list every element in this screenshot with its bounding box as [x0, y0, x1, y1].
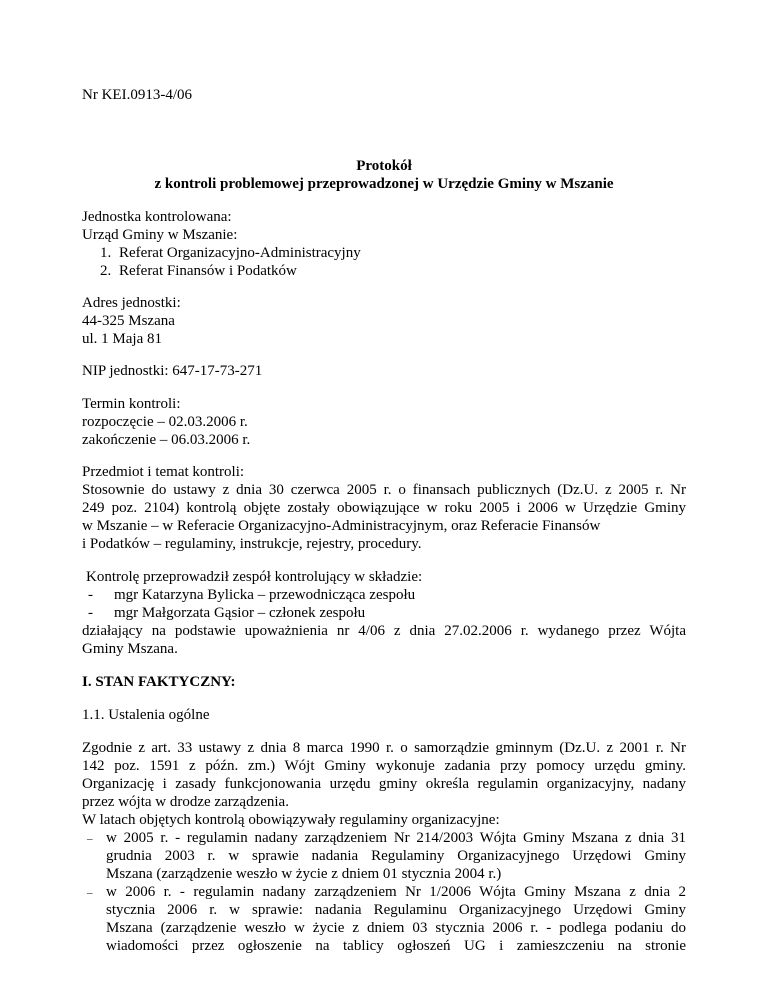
section-heading: I. STAN FAKTYCZNY:	[82, 674, 236, 690]
department-item: Referat Finansów i Podatków	[119, 263, 297, 279]
team-member: mgr Katarzyna Bylicka – przewodnicząca zespołu	[114, 587, 416, 603]
bullet-line: grudnia 2003 r. w sprawie nadania Regulaminy Organizacyjnego Urzędowi Gminy	[106, 848, 686, 864]
department-number: 1.	[100, 245, 112, 261]
bullet-mark: –	[87, 887, 93, 899]
bullet-line: Mszana (zarządzenie weszło w życie z dniem 01 stycznia 2004 r.)	[106, 866, 502, 882]
address-line: ul. 1 Maja 81	[82, 331, 162, 347]
subject-line: w Mszanie – w Referacie Organizacyjno-Administracyjnym, oraz Referacie Finansów	[82, 518, 601, 534]
term-start: rozpoczęcie – 02.03.2006 r.	[82, 414, 248, 430]
unit-name: Urząd Gminy w Mszanie:	[82, 227, 238, 243]
team-basis: Gminy Mszana.	[82, 641, 178, 657]
department-number: 2.	[100, 263, 112, 279]
team-member-dash: -	[88, 587, 93, 603]
subsection-heading: 1.1. Ustalenia ogólne	[82, 707, 210, 723]
team-member-dash: -	[88, 605, 93, 621]
bullet-line: w 2005 r. - regulamin nadany zarządzeniem Nr 214/2003 Wójta Gminy Mszana z dnia 31	[106, 830, 686, 846]
team-basis: działający na podstawie upoważnienia nr 4/06 z dnia 27.02.2006 r. wydanego przez Wójta	[82, 623, 686, 639]
team-member: mgr Małgorzata Gąsior – członek zespołu	[114, 605, 366, 621]
paragraph-line: Zgodnie z art. 33 ustawy z dnia 8 marca 1990 r. o samorządzie gminnym (Dz.U. z 2001 r. Nr	[82, 740, 686, 756]
bullet-line: w 2006 r. - regulamin nadany zarządzeniem Nr 1/2006 Wójta Gminy Mszana z dnia 2	[106, 884, 686, 900]
subject-line: 249 poz. 2104) kontrolą objęte zostały obowiązujące w roku 2005 i 2006 w Urzędzie Gminy	[82, 500, 686, 516]
subject-label: Przedmiot i temat kontroli:	[82, 464, 245, 480]
bullet-mark: –	[87, 833, 93, 845]
term-end: zakończenie – 06.03.2006 r.	[82, 432, 251, 448]
document-number: Nr KEI.0913-4/06	[82, 87, 192, 103]
address-line: 44-325 Mszana	[82, 313, 175, 329]
department-item: Referat Organizacyjno-Administracyjny	[119, 245, 361, 261]
term-label: Termin kontroli:	[82, 396, 181, 412]
subject-line: Stosownie do ustawy z dnia 30 czerwca 2005 r. o finansach publicznych (Dz.U. z 2005 r. Nr	[82, 482, 686, 498]
regulations-intro: W latach objętych kontrolą obowiązywały regulaminy organizacyjne:	[82, 812, 500, 828]
subject-line: i Podatków – regulaminy, instrukcje, rejestry, procedury.	[82, 536, 422, 552]
paragraph-line: Organizację i zasady funkcjonowania urzędu gminy określa regulamin organizacyjny, nadany	[82, 776, 686, 792]
bullet-line: stycznia 2006 r. w sprawie: nadania Regulaminu Organizacyjnego Urzędowi Gminy	[106, 902, 686, 918]
address-label: Adres jednostki:	[82, 295, 181, 311]
paragraph-line: 142 poz. 1591 z późn. zm.) Wójt Gminy wykonuje zadania przy pomocy urzędu gminy.	[82, 758, 686, 774]
document-subtitle: z kontroli problemowej przeprowadzonej w Urzędzie Gminy w Mszanie	[154, 176, 614, 192]
document-title: Protokół	[356, 158, 412, 174]
paragraph-line: przez wójta w drodze zarządzenia.	[82, 794, 289, 810]
bullet-line: wiadomości przez ogłoszenie na tablicy ogłoszeń UG i zamieszczeniu na stronie	[106, 938, 686, 954]
bullet-line: Mszana (zarządzenie weszło w życie z dniem 03 stycznia 2006 r. - podlega podaniu do	[106, 920, 686, 936]
unit-label: Jednostka kontrolowana:	[82, 209, 232, 225]
team-intro: Kontrolę przeprowadził zespół kontrolujący w składzie:	[86, 569, 423, 585]
nip-line: NIP jednostki: 647-17-73-271	[82, 363, 263, 379]
